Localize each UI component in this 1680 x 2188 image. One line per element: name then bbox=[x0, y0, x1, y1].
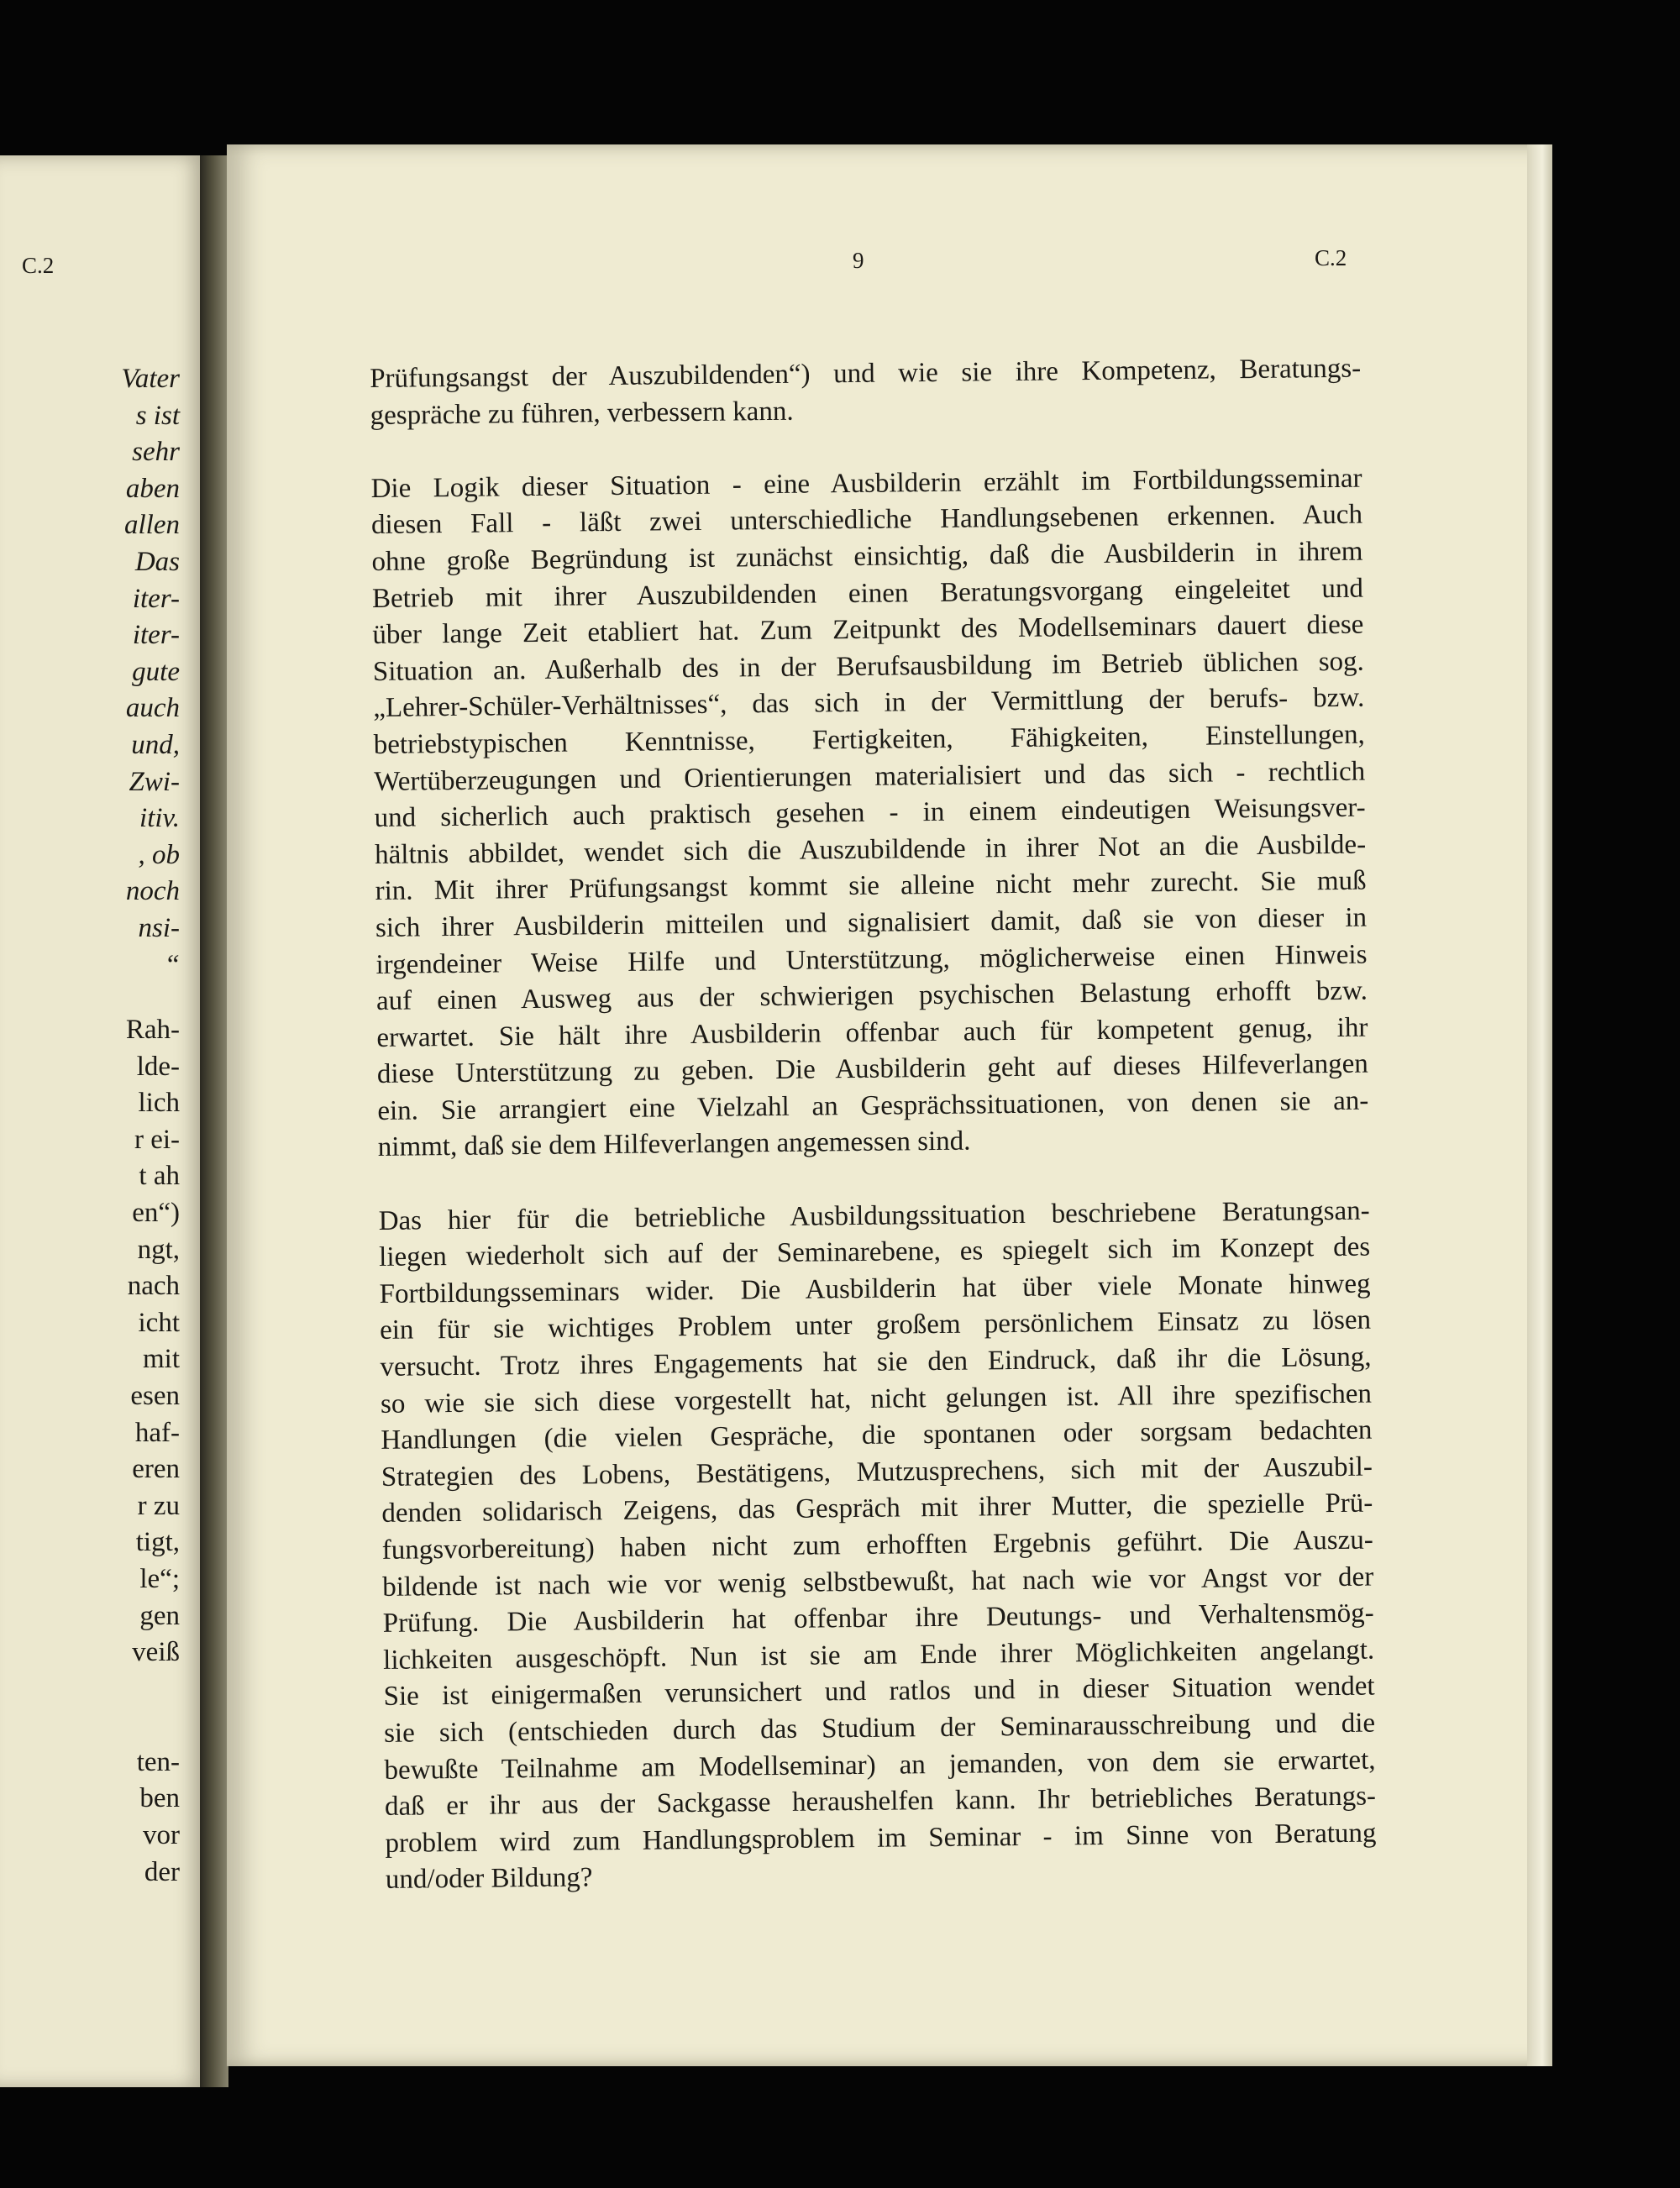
paragraph bbox=[378, 1193, 1377, 1899]
left-page-line-fragment: Das bbox=[134, 546, 180, 577]
left-page-line-fragment: lde- bbox=[136, 1051, 180, 1082]
text-line: Sie ist einigermaßen verunsichert und ratlos und in dieser Situation wendet bbox=[383, 1671, 1375, 1713]
left-page-line-fragment: Rah- bbox=[125, 1015, 180, 1045]
text-line: ohne große Begründung ist zunächst einsichtig, daß die Ausbilderin in ihrem bbox=[371, 536, 1363, 577]
left-page-line-fragment: gute bbox=[132, 656, 180, 687]
text-line: „Lehrer-Schüler-Verhältnisses“, das sich in der Vermittlung der berufs- bzw. bbox=[373, 682, 1365, 724]
paragraph bbox=[370, 460, 1369, 1167]
left-page-line-fragment: icht bbox=[138, 1307, 180, 1338]
text-line: versucht. Trotz ihres Engagements hat sie den Eindruck, daß ihr die Lösung, bbox=[380, 1341, 1372, 1383]
text-line: nimmt, daß sie dem Hilfeverlangen angemessen sind. bbox=[377, 1126, 971, 1163]
text-line: und sicherlich auch praktisch gesehen - in einem eindeutigen Weisungsver- bbox=[374, 792, 1366, 834]
left-page-line-fragment: ngt, bbox=[137, 1234, 180, 1265]
text-line: Prüfungsangst der Auszubildenden“) und wie sie ihre Kompetenz, Beratungs- bbox=[370, 353, 1362, 394]
text-line: über lange Zeit etabliert hat. Zum Zeitpunkt des Modellseminars dauert diese bbox=[372, 609, 1364, 651]
left-page-line-fragment: r ei- bbox=[134, 1124, 180, 1155]
page-edge bbox=[1527, 144, 1552, 2066]
left-page-line-fragment: ben bbox=[139, 1783, 180, 1814]
text-line: und/oder Bildung? bbox=[385, 1862, 593, 1896]
left-page-line-fragment: noch bbox=[125, 876, 180, 907]
left-page-line-fragment: itiv. bbox=[139, 803, 180, 834]
text-line: diesen Fall - läßt zwei unterschiedliche Handlungsebenen erkennen. Auch bbox=[370, 500, 1363, 541]
left-page-line-fragment: esen bbox=[130, 1380, 180, 1411]
left-page-line-fragment: Zwi- bbox=[129, 766, 180, 797]
left-page-line-fragment: sehr bbox=[132, 437, 180, 468]
left-page-line-fragment: nsi- bbox=[138, 912, 180, 943]
left-page-line-fragment: nach bbox=[127, 1271, 180, 1302]
left-page-line-fragment: vor bbox=[143, 1820, 180, 1851]
left-page-line-fragment: mit bbox=[142, 1344, 180, 1375]
text-line: Wertüberzeugungen und Orientierungen materialisiert und das sich - rechtlich bbox=[374, 756, 1366, 797]
left-page-line-fragment: tigt, bbox=[135, 1527, 180, 1558]
text-line: denden solidarisch Zeigens, das Gespräch mit ihrer Mutter, die spezielle Prü- bbox=[381, 1488, 1373, 1530]
left-page-line-fragment: auch bbox=[125, 693, 180, 724]
previous-page bbox=[0, 155, 208, 2087]
left-page-line-fragment: aben bbox=[125, 473, 180, 504]
left-page-roman-text bbox=[126, 1012, 180, 1891]
text-line: auf einen Ausweg aus der schwierigen psychischen Belastung erhofft bzw. bbox=[375, 975, 1368, 1017]
left-page-line-fragment: eren bbox=[132, 1454, 180, 1485]
text-line: sie sich (entschieden durch das Studium der Seminarausschreibung und die bbox=[383, 1708, 1376, 1749]
left-page-line-fragment: iter- bbox=[132, 583, 180, 614]
text-line: ein für sie wichtiges Problem unter großem persönlichem Einsatz zu lösen bbox=[379, 1305, 1372, 1346]
left-page-line-fragment: haf- bbox=[134, 1417, 180, 1448]
text-line: rin. Mit ihrer Prüfungsangst kommt sie alleine nicht mehr zurecht. Sie muß bbox=[375, 865, 1367, 907]
left-page-line-fragment: gen bbox=[139, 1600, 180, 1631]
left-page-line-fragment: s ist bbox=[135, 400, 180, 431]
text-line: Handlungen (die vielen Gespräche, die spontanen oder sorgsam bedachten bbox=[381, 1414, 1373, 1456]
page-number: 9 bbox=[853, 248, 864, 273]
text-line: daß er ihr aus der Sackgasse heraushelfen kann. Ihr betriebliches Beratungs- bbox=[384, 1781, 1377, 1823]
text-line: Betrieb mit ihrer Auszubildenden einen Beratungsvorgang eingeleitet und bbox=[371, 573, 1364, 614]
page-body-text bbox=[370, 351, 1377, 1899]
left-page-line-fragment: der bbox=[144, 1856, 180, 1887]
left-page-italic-text bbox=[121, 361, 180, 984]
text-line: Die Logik dieser Situation - eine Ausbilderin erzählt im Fortbildungsseminar bbox=[370, 463, 1362, 504]
text-line: gespräche zu führen, verbessern kann. bbox=[370, 396, 794, 431]
text-line: betriebstypischen Kenntnisse, Fertigkeiten, Fähigkeiten, Einstellungen, bbox=[373, 719, 1365, 760]
left-page-line-fragment: , ob bbox=[138, 839, 180, 870]
text-line: irgendeiner Weise Hilfe und Unterstützung, möglicherweise einen Hinweis bbox=[375, 939, 1368, 980]
text-line: Das hier für die betriebliche Ausbildungssituation beschriebene Beratungsan- bbox=[378, 1195, 1370, 1236]
text-line: erwartet. Sie hält ihre Ausbilderin offenbar auch für kompetent genug, ihr bbox=[376, 1012, 1368, 1053]
left-page-line-fragment: r zu bbox=[137, 1490, 180, 1521]
text-line: ein. Sie arrangiert eine Vielzahl an Gesprächssituationen, von denen sie an- bbox=[377, 1085, 1369, 1126]
text-line: so wie sie sich diese vorgestellt hat, nicht gelungen ist. All ihre spezifischen bbox=[380, 1378, 1373, 1419]
paragraph bbox=[370, 351, 1362, 435]
text-line: bildende ist nach wie vor wenig selbstbewußt, hat nach wie vor Angst vor der bbox=[382, 1561, 1374, 1603]
left-page-line-fragment bbox=[126, 1671, 180, 1708]
text-line: lichkeiten ausgeschöpft. Nun ist sie am Ende ihrer Möglichkeiten angelangt. bbox=[383, 1634, 1375, 1676]
text-line: Situation an. Außerhalb des in der Berufsausbildung im Betrieb üblichen sog. bbox=[372, 646, 1364, 687]
text-line: hältnis abbildet, wendet sich die Auszubildende in ihrer Not an die Ausbilde- bbox=[374, 829, 1367, 870]
left-page-line-fragment: lich bbox=[138, 1088, 180, 1119]
left-page-line-fragment: t ah bbox=[139, 1161, 180, 1192]
book-gutter bbox=[200, 155, 228, 2087]
left-page-line-fragment: ten- bbox=[136, 1746, 180, 1777]
text-line: Fortbildungsseminars wider. Die Ausbilderin hat über viele Monate hinweg bbox=[379, 1268, 1371, 1309]
left-page-line-fragment: veiß bbox=[132, 1637, 180, 1668]
text-line: liegen wiederholt sich auf der Seminarebene, es spiegelt sich im Konzept des bbox=[378, 1231, 1371, 1273]
text-line: diese Unterstützung zu geben. Die Ausbilderin geht auf dieses Hilfeverlangen bbox=[376, 1048, 1369, 1090]
left-page-line-fragment: en“) bbox=[132, 1197, 180, 1228]
left-page-line-fragment: le“; bbox=[139, 1563, 180, 1594]
text-line: problem wird zum Handlungsproblem im Seminar - im Sinne von Beratung bbox=[385, 1818, 1377, 1859]
page-header-code: C.2 bbox=[1315, 245, 1347, 270]
text-line: sich ihrer Ausbilderin mitteilen und signalisiert damit, daß sie von dieser in bbox=[375, 902, 1368, 943]
left-page-line-fragment: “ bbox=[164, 949, 180, 980]
text-line: Prüfung. Die Ausbilderin hat offenbar ihre Deutungs- und Verhaltensmög- bbox=[382, 1598, 1374, 1640]
left-page-line-fragment: iter- bbox=[132, 620, 180, 651]
left-page-line-fragment: Vater bbox=[121, 364, 180, 394]
left-page-header: C.2 bbox=[22, 253, 55, 278]
left-page-line-fragment: und, bbox=[131, 729, 180, 760]
text-line: Strategien des Lobens, Bestätigens, Mutzusprechens, sich mit der Auszubil- bbox=[381, 1451, 1373, 1493]
text-line: fungsvorbereitung) haben nicht zum erhofften Ergebnis geführt. Die Auszu- bbox=[381, 1524, 1373, 1566]
left-page-line-fragment bbox=[126, 1708, 180, 1745]
left-page-line-fragment: allen bbox=[124, 510, 180, 541]
text-line: bewußte Teilnahme am Modellseminar) an jemanden, von dem sie erwartet, bbox=[384, 1745, 1376, 1786]
